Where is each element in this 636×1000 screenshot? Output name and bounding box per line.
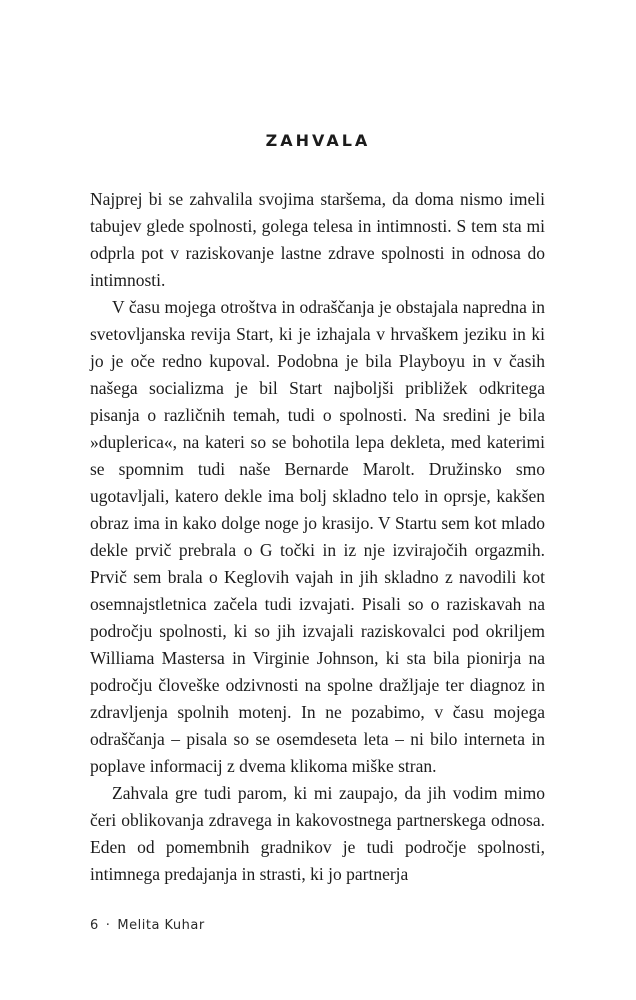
body-text <box>90 186 545 888</box>
paragraph-1: Najprej bi se zahvalila svojima staršema, da doma nismo imeli tabujev glede spolnosti, golega telesa in intimnosti. S tem sta mi odprla pot v raziskovanje lastne zdrave spolnosti in odnosa do intimnosti. <box>90 189 545 290</box>
page-footer <box>90 918 205 933</box>
page-number: 6 <box>90 918 99 933</box>
author-name: Melita Kuhar <box>117 918 205 933</box>
chapter-title: ZAHVALA <box>265 131 371 150</box>
paragraph-2: V času mojega otroštva in odraščanja je obstajala napredna in svetovljanska revija Start, ki je izhajala v hrvaškem jeziku in ki jo je oče redno kupoval. Podobna je bila Playboyu in v časih našega socializma je bil Start najboljši približek odkritega pisanja o različnih temah, tudi o spolnosti. Na sredini je bila »duplerica«, na kateri so se bohotila lepa dekleta, med katerimi se spomnim tudi naše Bernarde Marolt. Družinsko smo ugotavljali, katero dekle ima bolj skladno telo in oprsje, kakšen obraz ima in kako dolge noge jo krasijo. V Startu sem kot mlado dekle prvič prebrala o G točki in iz nje izvirajočih orgazmih. Prvič sem brala o Keglovih vajah in jih skladno z navodili kot osemnajstletnica začela tudi izvajati. Pisali so o raziskavah na področju spolnosti, ki so jih izvajali raziskovalci pod okriljem Williama Mastersa in Virginie Johnson, ki sta bila pionirja na področju človeške odzivnosti na spolne dražljaje ter diagnoz in zdravljenja spolnih motenj. In ne pozabimo, v času mojega odraščanja – pisala so se osemdeseta leta – ni bilo interneta in poplave informacij z dvema klikoma miške stran. <box>90 297 545 776</box>
paragraph-3: Zahvala gre tudi parom, ki mi zaupajo, da jih vodim mimo čeri oblikovanja zdravega in kakovostnega partnerskega odnosa. Eden od pomembnih gradnikov je tudi področje spolnosti, intimnega predajanja in strasti, ki jo partnerja <box>90 783 545 884</box>
footer-separator: · <box>105 918 111 933</box>
